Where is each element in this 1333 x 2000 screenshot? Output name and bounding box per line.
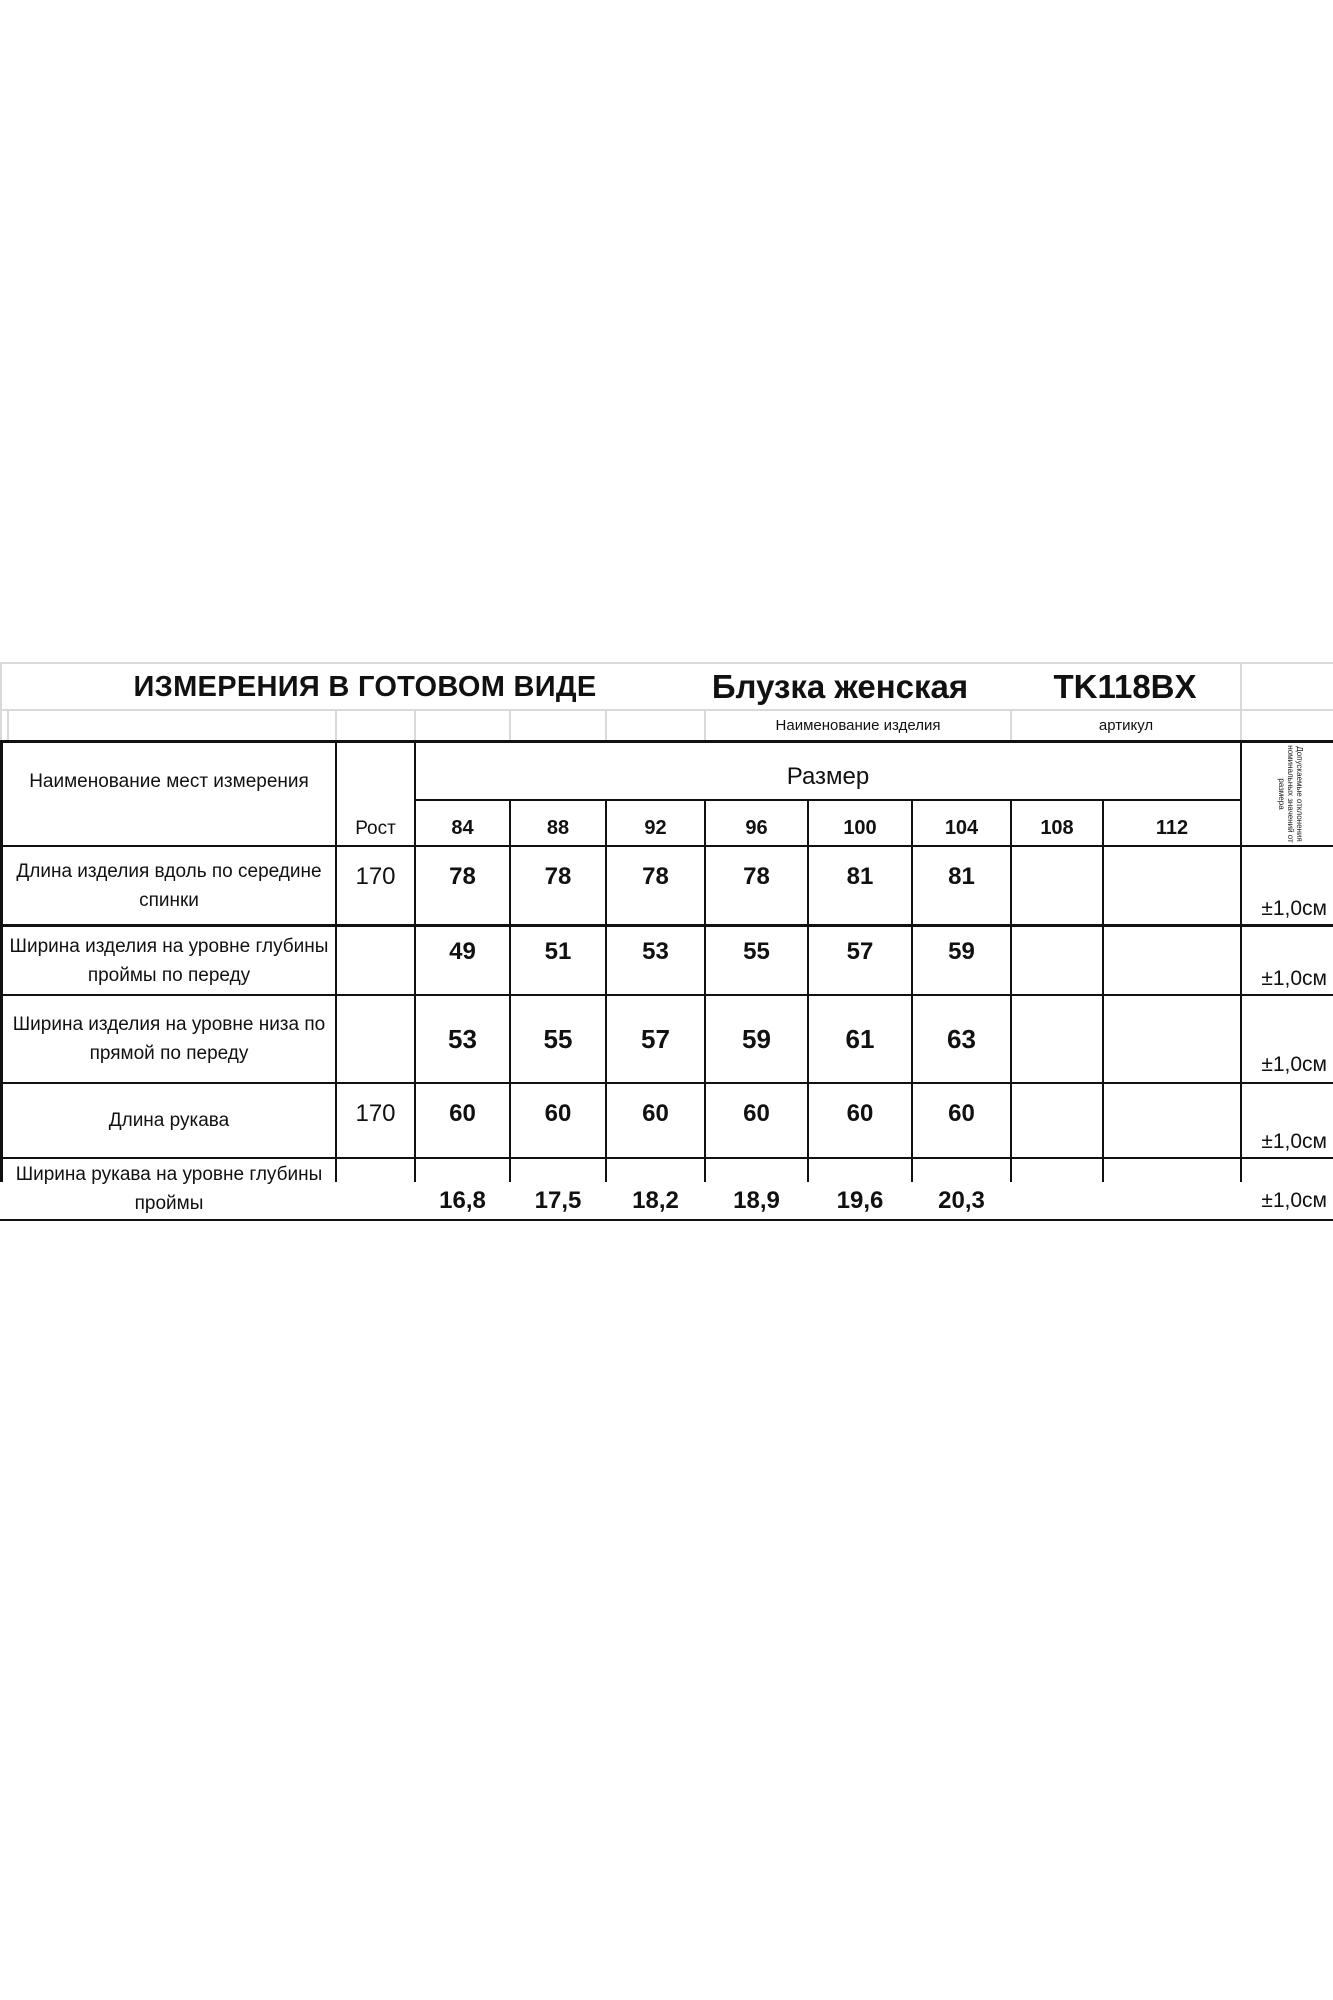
cell-value: 57 [846,938,874,965]
cell-value: 17,5 [534,1187,582,1214]
document-title: ИЗМЕРЕНИЯ В ГОТОВОМ ВИДЕ [133,670,597,703]
cell-value: 16,8 [439,1187,486,1214]
cell-value: 78 [544,863,572,890]
tolerance-value: ±1,0см [1261,1053,1327,1076]
row-height: 170 [355,863,396,890]
cell-value: 78 [743,863,770,890]
article-number: TK118BX [1053,668,1197,705]
cell-value: 61 [845,1023,875,1054]
tolerance-value: ±1,0см [1261,897,1327,920]
size-header-104: 104 [944,817,979,839]
cell-value: 63 [947,1023,976,1054]
cell-value: 60 [948,1100,975,1127]
cell-value: 59 [948,938,975,965]
cell-value: 57 [641,1023,670,1054]
row-label: Ширина изделия на уровне глубины проймы по переду [9,935,329,986]
measurement-sheet [0,662,1333,1222]
cell-value: 55 [743,938,770,965]
row-label: Ширина рукава на уровне глубины проймы [15,1164,323,1214]
cell-value: 60 [544,1100,572,1127]
cell-value: 81 [948,863,975,890]
cell-value: 18,9 [733,1187,780,1214]
size-header-112: 112 [1155,817,1189,839]
article-caption: артикул [1098,716,1154,734]
cell-value: 60 [642,1100,669,1127]
cell-value: 53 [448,1023,477,1054]
size-header-96: 96 [745,817,768,839]
cell-value: 59 [742,1023,771,1054]
tolerance-column-header: Допускаемые отклонения номинальных значений от размера [1277,745,1304,843]
height-column-header: Рост [355,817,396,839]
size-header-88: 88 [546,817,570,839]
cell-value: 49 [449,938,476,965]
tolerance-value: ±1,0см [1261,1130,1327,1153]
cell-value: 81 [846,863,874,890]
cell-value: 20,3 [938,1187,985,1214]
size-header-92: 92 [644,817,667,839]
cell-value: 78 [642,863,669,890]
cell-value: 60 [743,1100,770,1127]
measure-column-header: Наименование мест измерения [29,771,309,792]
size-group-header: Размер [786,763,870,790]
cell-value: 51 [544,938,572,965]
cell-value: 53 [642,938,669,965]
cell-value: 78 [449,863,476,890]
size-header-84: 84 [451,817,474,839]
cell-value: 18,2 [632,1187,679,1214]
row-height: 170 [355,1100,396,1127]
row-label: Ширина изделия на уровне низа по прямой по переду [12,1014,326,1064]
cell-value: 60 [449,1100,476,1127]
row-label: Длина изделия вдоль по середине спинки [16,860,322,911]
cell-value: 19,6 [836,1187,884,1214]
size-header-108: 108 [1040,817,1074,839]
product-name-caption: Наименование изделия [775,716,941,734]
product-name: Блузка женская [711,668,969,705]
tolerance-value: ±1,0см [1261,1189,1327,1212]
tolerance-value: ±1,0см [1261,967,1327,990]
cell-value: 60 [846,1100,874,1127]
row-label: Длина рукава [108,1110,230,1131]
cell-value: 55 [543,1023,573,1054]
size-header-100: 100 [843,817,877,839]
